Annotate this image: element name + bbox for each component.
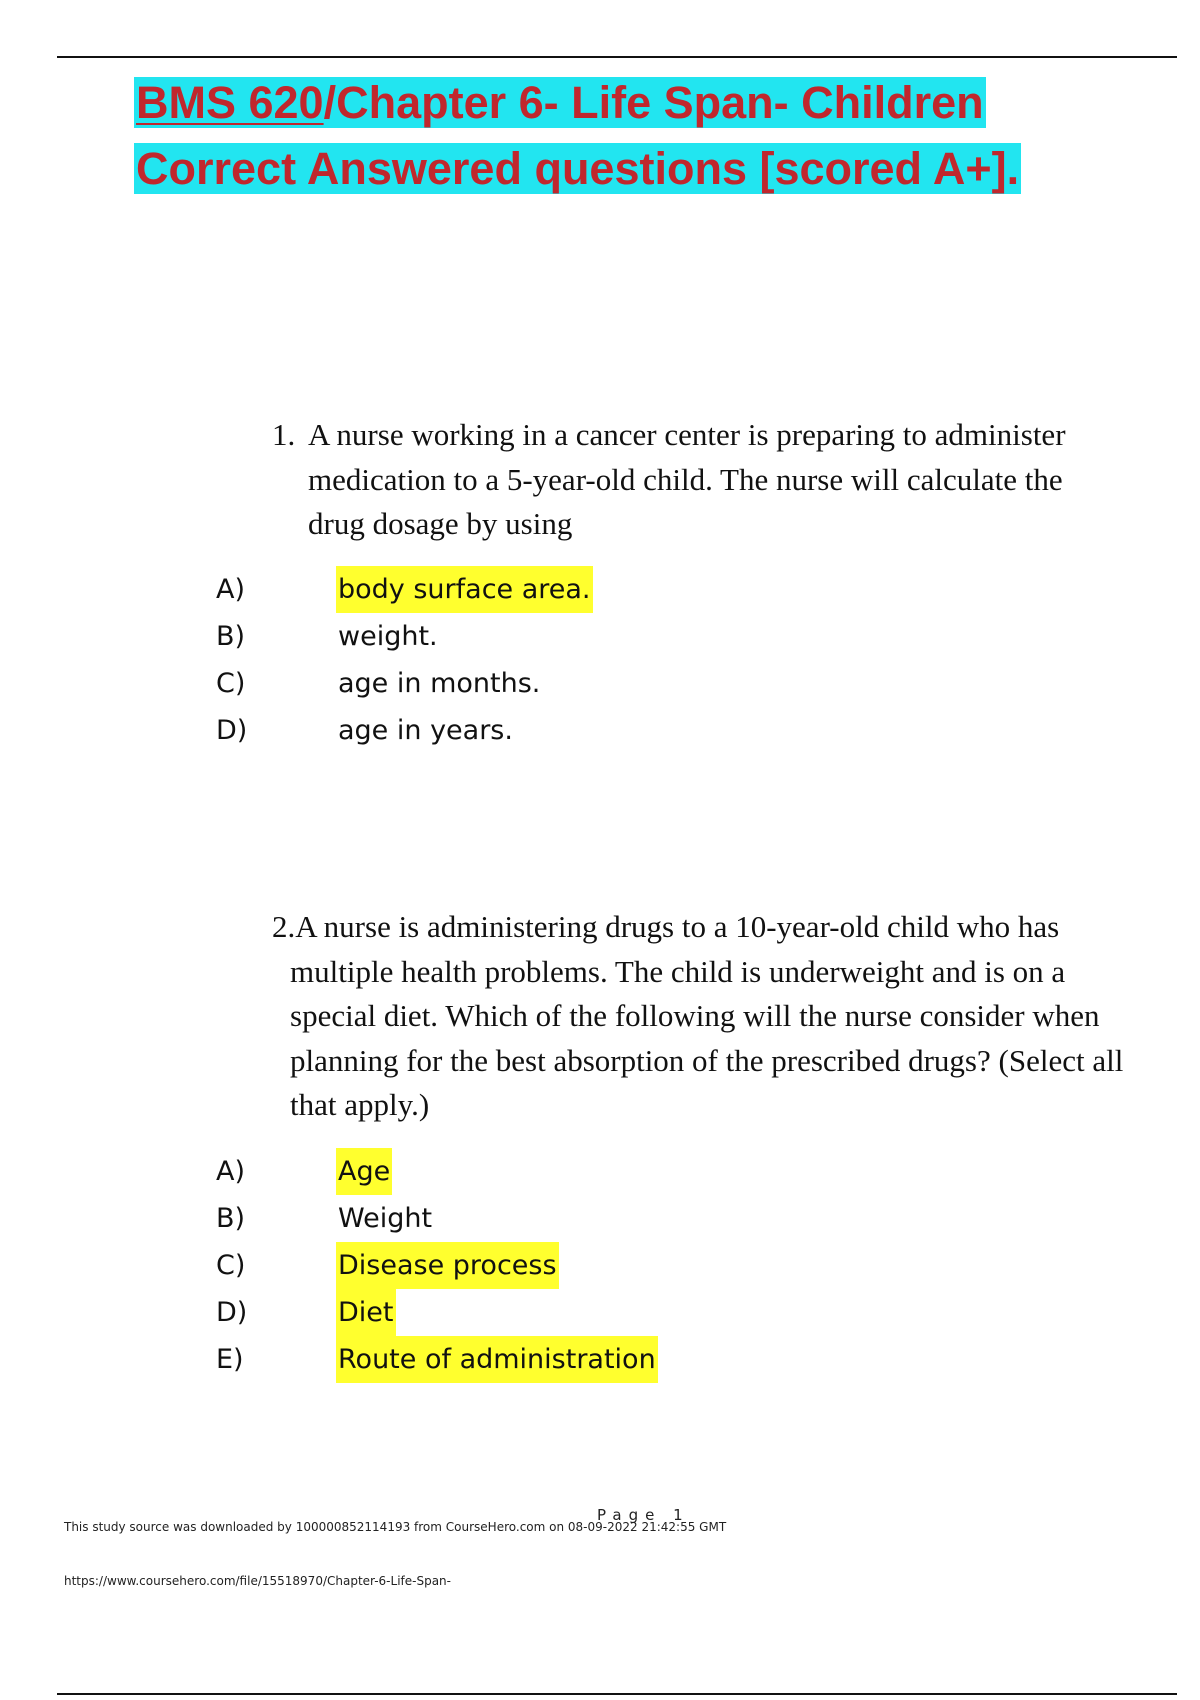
option-text-correct: Age bbox=[336, 1148, 392, 1195]
question-2-text: 2.A nurse is administering drugs to a 10-year-old child who has multiple health problems. The child is underweight and is on a special diet. Which of the following will the nurse consider when planning for the best absorption of the prescribed drugs? (Select all that apply.) bbox=[272, 909, 1124, 1122]
option-letter: B) bbox=[216, 1203, 246, 1234]
source-url: https://www.coursehero.com/file/15518970/Chapter-6-Life-Span- bbox=[64, 1574, 451, 1588]
option-letter: A) bbox=[216, 574, 246, 605]
option-letter: C) bbox=[216, 1250, 246, 1281]
page-number-label: Page 1 bbox=[597, 1506, 690, 1524]
bottom-rule bbox=[57, 1693, 1177, 1695]
option-text: Weight bbox=[338, 1203, 433, 1234]
question-2 bbox=[272, 905, 1142, 1128]
title-line-2: Correct Answered questions [scored A+]. bbox=[136, 143, 1020, 194]
option-letter: B) bbox=[216, 621, 246, 652]
option-text: weight. bbox=[338, 621, 438, 652]
question-1 bbox=[272, 413, 1122, 547]
option-letter: C) bbox=[216, 668, 246, 699]
option-text-correct: Disease process bbox=[336, 1242, 559, 1289]
option-letter: A) bbox=[216, 1156, 246, 1187]
option-letter: D) bbox=[216, 715, 248, 746]
course-code: BMS 620 bbox=[136, 77, 324, 128]
option-text-correct: Route of administration bbox=[336, 1336, 658, 1383]
question-1-text: A nurse working in a cancer center is preparing to administer medication to a 5-year-old child. The nurse will calculate the drug dosage by using bbox=[308, 417, 1066, 541]
option-letter: E) bbox=[216, 1344, 244, 1375]
question-1-number: 1. bbox=[272, 417, 296, 452]
document-title bbox=[134, 70, 1094, 202]
option-text-correct: body surface area. bbox=[336, 566, 593, 613]
top-rule bbox=[57, 56, 1177, 58]
option-text-correct: Diet bbox=[336, 1289, 396, 1336]
option-text: age in months. bbox=[338, 668, 541, 699]
option-letter: D) bbox=[216, 1297, 248, 1328]
download-notice: This study source was downloaded by 100000852114193 from CourseHero.com on 08-09-2022 21:42:55 GMT bbox=[64, 1520, 727, 1534]
title-line-1: /Chapter 6- Life Span- Children bbox=[323, 77, 984, 128]
option-text: age in years. bbox=[338, 715, 513, 746]
